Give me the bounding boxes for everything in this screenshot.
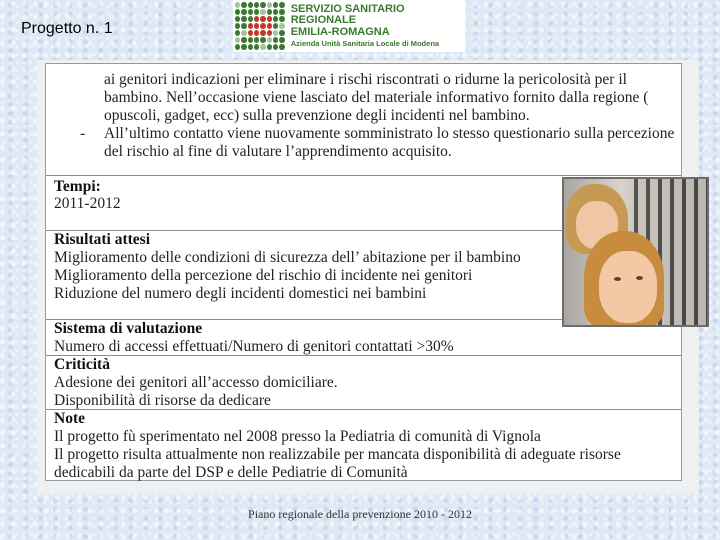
photo-eye	[614, 277, 621, 281]
logo-dot	[235, 37, 240, 43]
logo-dot	[254, 16, 259, 22]
logo-dot	[260, 16, 265, 22]
note-line: Il progetto fù sperimentato nel 2008 presso la Pediatria di comunità di Vignola	[54, 428, 541, 445]
risultati-line: Riduzione del numero degli incidenti domestici nei bambini	[54, 285, 427, 302]
photo-child-face	[599, 251, 657, 323]
logo-line-2: EMILIA-ROMAGNA	[290, 25, 390, 38]
slide-title: Progetto n. 1	[21, 20, 113, 37]
logo-dot	[248, 9, 253, 15]
intro-line: bambino. Nell’occasione viene lasciato del materiale informativo fornito dalla regione (	[104, 89, 649, 106]
logo-dot	[267, 9, 272, 15]
bullet-line: All’ultimo contatto viene nuovamente somministrato lo stesso questionario sulla percezione	[104, 125, 675, 142]
logo-dot	[267, 37, 272, 43]
logo-dot	[241, 9, 246, 15]
logo-dot	[279, 23, 284, 29]
logo-dot	[260, 44, 265, 50]
section-divider	[46, 355, 681, 356]
children-photo	[562, 177, 709, 327]
note-heading: Note	[54, 410, 85, 427]
logo-dot	[235, 44, 240, 50]
bullet-marker: -	[80, 125, 86, 142]
logo-dot	[279, 16, 284, 22]
note-line: dedicabili da parte del DSP e delle Pediatrie di Comunità	[54, 464, 408, 481]
criticita-line: Adesione dei genitori all’accesso domiciliare.	[54, 374, 338, 391]
logo-dot	[260, 2, 265, 8]
valutazione-heading: Sistema di valutazione	[54, 320, 203, 337]
logo-dot	[248, 30, 253, 36]
ausl-modena-logo	[233, 0, 465, 52]
valutazione-line: Numero di accessi effettuati/Numero di genitori contattati >30%	[54, 338, 454, 355]
logo-dot	[254, 37, 259, 43]
intro-line: ai genitori indicazioni per eliminare i rischi riscontrati o ridurne la pericolosità per il	[104, 71, 627, 88]
logo-dot	[260, 37, 265, 43]
logo-dot	[273, 30, 278, 36]
logo-dot	[279, 37, 284, 43]
logo-dot	[279, 9, 284, 15]
logo-dot	[267, 30, 272, 36]
logo-dot	[248, 16, 253, 22]
logo-dot	[267, 44, 272, 50]
logo-dot	[254, 9, 259, 15]
tempi-heading: Tempi:	[54, 178, 101, 195]
logo-dot	[248, 37, 253, 43]
logo-dot	[248, 2, 253, 8]
logo-dot	[260, 30, 265, 36]
bullet-line: del rischio al fine di valutare l’apprendimento acquisito.	[104, 143, 452, 160]
logo-dot	[254, 2, 259, 8]
logo-dot	[273, 16, 278, 22]
risultati-heading: Risultati attesi	[54, 231, 151, 248]
logo-dot	[273, 9, 278, 15]
logo-line-3: Azienda Unità Sanitaria Locale di Modena	[290, 39, 440, 49]
logo-dot	[235, 9, 240, 15]
logo-text	[291, 4, 465, 49]
logo-dot	[235, 16, 240, 22]
intro-line: opuscoli, gadget, ecc) sulla prevenzione degli incidenti nel bambino.	[104, 107, 530, 124]
risultati-line: Miglioramento della percezione del rischio di incidente nei genitori	[54, 267, 473, 284]
logo-dot	[235, 2, 240, 8]
logo-dot	[267, 16, 272, 22]
logo-dot	[273, 23, 278, 29]
logo-dot	[260, 23, 265, 29]
section-divider	[46, 175, 681, 176]
logo-dot	[279, 2, 284, 8]
logo-dot	[279, 30, 284, 36]
logo-dot	[248, 44, 253, 50]
logo-dot	[267, 2, 272, 8]
logo-dot	[267, 23, 272, 29]
logo-dot	[241, 23, 246, 29]
logo-dot	[235, 30, 240, 36]
section-divider	[46, 409, 681, 410]
logo-dot	[273, 44, 278, 50]
logo-dot	[254, 23, 259, 29]
logo-dot	[241, 2, 246, 8]
logo-dot	[273, 2, 278, 8]
logo-dot	[273, 37, 278, 43]
logo-dot	[254, 44, 259, 50]
logo-dot	[279, 44, 284, 50]
criticita-line: Disponibilità di risorse da dedicare	[54, 392, 271, 409]
note-line: Il progetto risulta attualmente non realizzabile per mancata disponibilità di adeguate risorse	[54, 446, 621, 463]
logo-dot	[254, 30, 259, 36]
logo-dot	[260, 9, 265, 15]
logo-dot-grid	[235, 2, 285, 50]
logo-dot	[235, 23, 240, 29]
tempi-value: 2011-2012	[54, 195, 121, 212]
logo-dot	[248, 23, 253, 29]
logo-dot	[241, 37, 246, 43]
logo-dot	[241, 44, 246, 50]
logo-line-1: SERVIZIO SANITARIO REGIONALE	[290, 2, 405, 27]
criticita-heading: Criticità	[54, 356, 110, 373]
footer-caption: Piano regionale della prevenzione 2010 - 2012	[248, 507, 472, 521]
risultati-line: Miglioramento delle condizioni di sicurezza dell’ abitazione per il bambino	[54, 249, 521, 266]
logo-dot	[241, 16, 246, 22]
photo-eye	[636, 276, 643, 280]
logo-dot	[241, 30, 246, 36]
